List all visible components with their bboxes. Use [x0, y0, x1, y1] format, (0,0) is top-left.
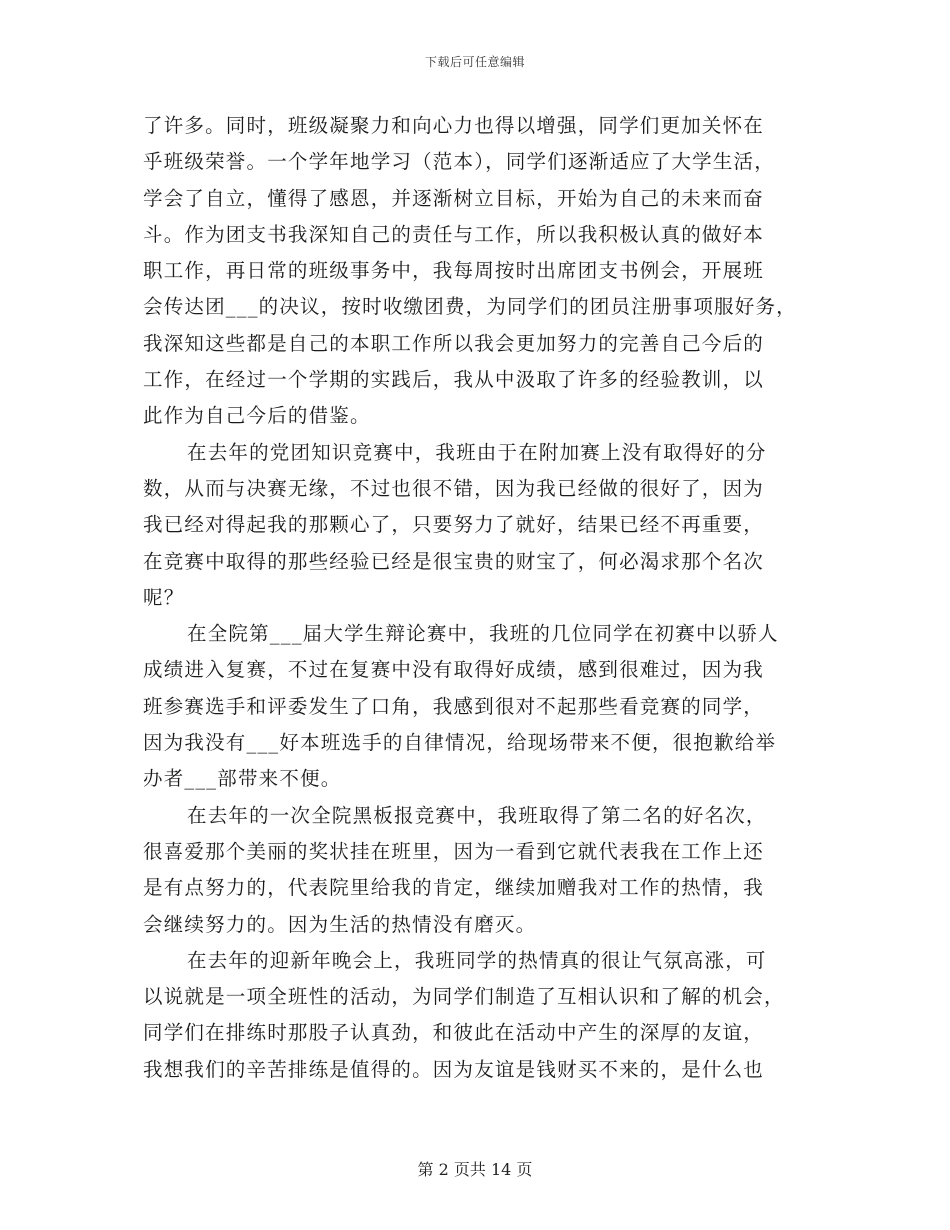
paragraph-start-line: 在去年的迎新年晚会上，我班同学的热情真的很让气氛高涨，可: [187, 948, 767, 972]
text-line: 我深知这些都是自己的本职工作所以我会更加努力的完善自己今后的: [143, 331, 765, 355]
text-line: 此作为自己今后的借鉴。: [143, 404, 371, 428]
text-line: 会传达团___的决议，按时收缴团费，为同学们的团员注册事项服好务，: [143, 295, 797, 319]
text-line: 班参赛选手和评委发生了口角，我感到很对不起那些看竞赛的同学，: [143, 694, 765, 718]
text-line: 办者___部带来不便。: [143, 767, 342, 791]
text-line: 同学们在排练时那股子认真劲，和彼此在活动中产生的深厚的友谊，: [143, 1021, 765, 1045]
page-number: 第 2 页共 14 页: [417, 1160, 533, 1179]
paragraph-start-line: 在去年的党团知识竞赛中，我班由于在附加赛上没有取得好的分: [187, 440, 767, 464]
text-line: 我已经对得起我的那颗心了，只要努力了就好，结果已经不再重要，: [143, 513, 765, 537]
page-header: 下载后可任意编辑: [424, 55, 525, 69]
text-line: 因为我没有___好本班选手的自律情况，给现场带来不便，很抱歉给举: [143, 731, 777, 755]
text-line: 数，从而与决赛无缘，不过也很不错，因为我已经做的很好了，因为: [143, 476, 765, 500]
text-line: 呢？: [143, 585, 185, 609]
text-line: 斗。作为团支书我深知自己的责任与工作，所以我积极认真的做好本: [143, 222, 765, 246]
text-line: 我想我们的辛苦排练是值得的。因为友谊是钱财买不来的，是什么也: [143, 1057, 765, 1081]
paragraph-start-line: 在全院第___届大学生辩论赛中，我班的几位同学在初赛中以骄人: [187, 622, 779, 646]
text-line: 学会了自立，懂得了感恩，并逐渐树立目标，开始为自己的未来而奋: [143, 186, 765, 210]
paragraph-start-line: 在去年的一次全院黑板报竞赛中，我班取得了第二名的好名次，: [187, 803, 767, 827]
document-body: [143, 108, 815, 1088]
text-line: 会继续努力的。因为生活的热情没有磨灭。: [143, 912, 537, 936]
text-line: 工作，在经过一个学期的实践后，我从中汲取了许多的经验教训，以: [143, 368, 765, 392]
text-line: 是有点努力的，代表院里给我的肯定，继续加赠我对工作的热情，我: [143, 876, 765, 900]
text-line: 成绩进入复赛，不过在复赛中没有取得好成绩，感到很难过，因为我: [143, 658, 765, 682]
text-line: 职工作，再日常的班级事务中，我每周按时出席团支书例会，开展班: [143, 259, 765, 283]
text-line: 了许多。同时，班级凝聚力和向心力也得以增强，同学们更加关怀在: [143, 114, 765, 137]
text-line: 很喜爱那个美丽的奖状挂在班里，因为一看到它就代表我在工作上还: [143, 839, 765, 863]
text-line: 乎班级荣誉。一个学年地学习（范本），同学们逐渐适应了大学生活，: [143, 150, 775, 174]
text-line: 以说就是一项全班性的活动，为同学们制造了互相认识和了解的机会，: [143, 985, 785, 1009]
text-line: 在竞赛中取得的那些经验已经是很宝贵的财宝了，何必渴求那个名次: [143, 549, 765, 573]
